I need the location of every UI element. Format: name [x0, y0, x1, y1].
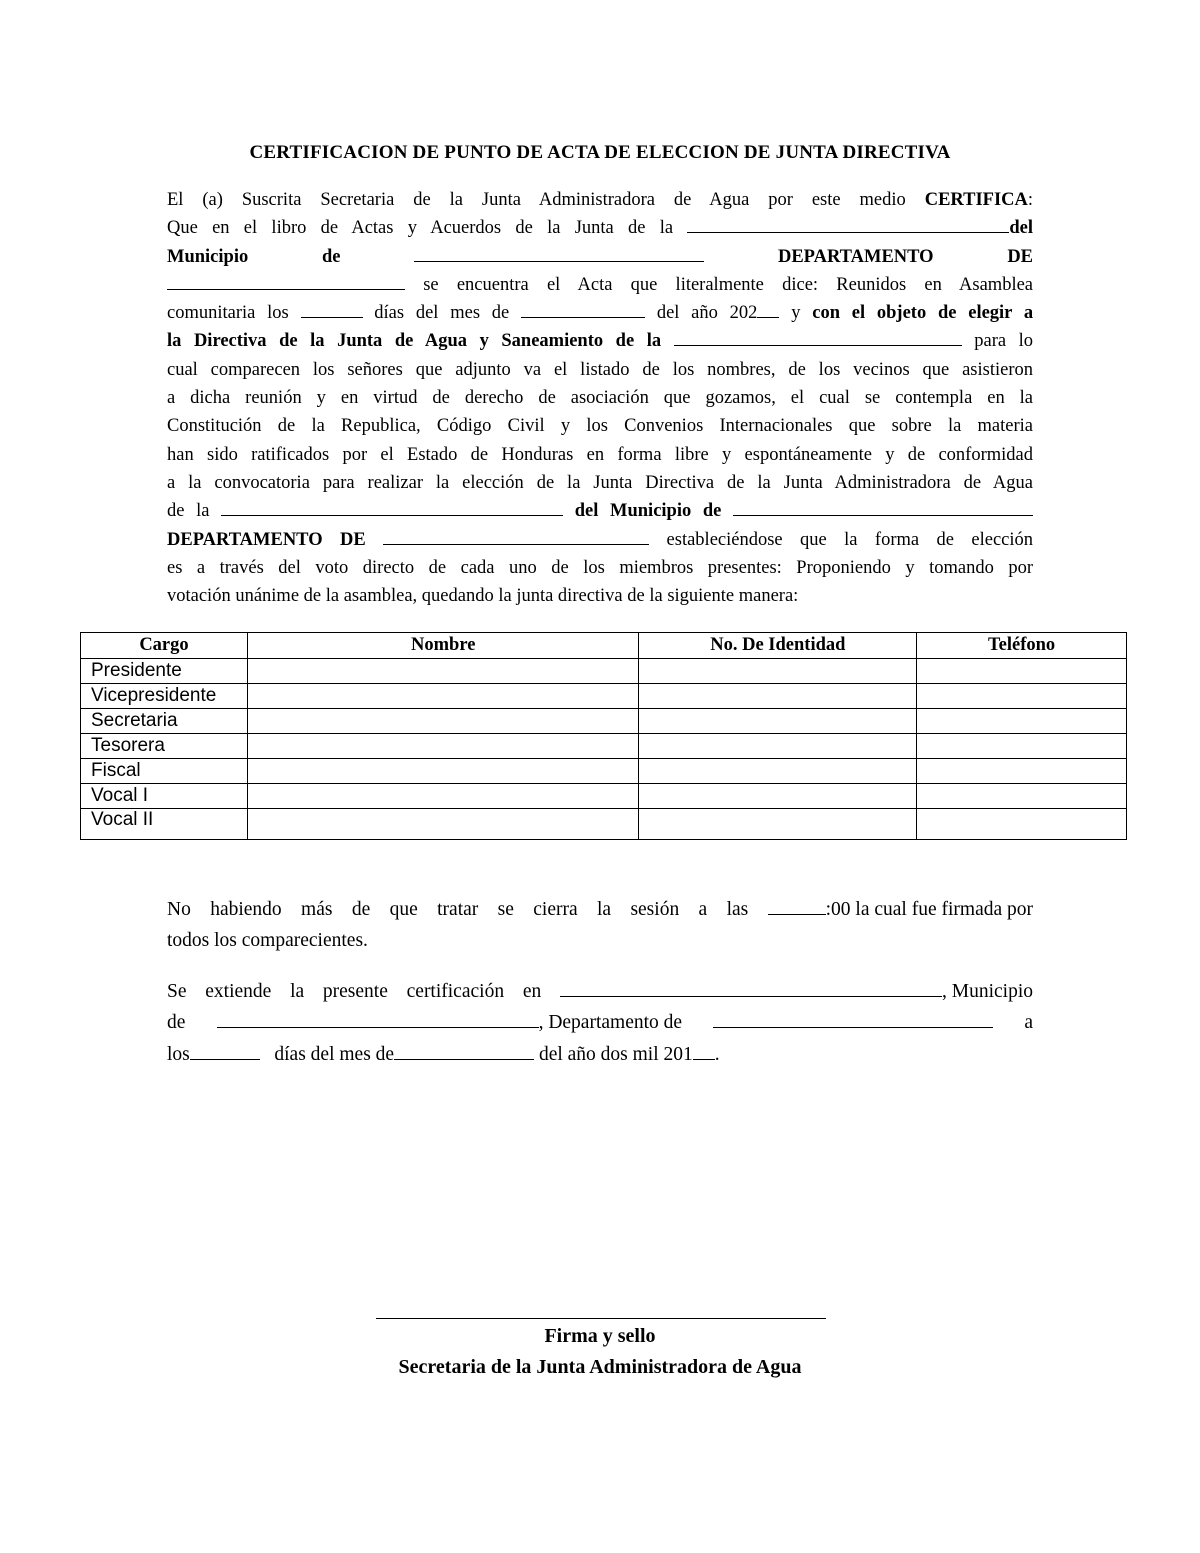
blank-municipio-3[interactable] [217, 1009, 539, 1028]
text: comunitaria los [167, 303, 289, 323]
text: los [167, 1044, 190, 1065]
blank-mes-2[interactable] [394, 1041, 534, 1060]
blank-hora[interactable] [768, 896, 826, 915]
nombre-cell[interactable] [247, 784, 639, 809]
identidad-cell[interactable] [639, 684, 917, 709]
blank-dias-2[interactable] [190, 1041, 260, 1060]
telefono-cell[interactable] [917, 734, 1127, 759]
table-header-row [81, 633, 1127, 659]
blank-junta[interactable] [687, 214, 1009, 233]
body-line-2 [167, 214, 1033, 242]
blank-departamento-3[interactable] [713, 1009, 993, 1028]
blank-municipio-2[interactable] [733, 497, 1033, 516]
telefono-cell[interactable] [917, 709, 1127, 734]
table-row [81, 659, 1127, 684]
identidad-cell[interactable] [639, 809, 917, 840]
text: , Departamento de [538, 1012, 683, 1033]
members-table [80, 632, 1127, 840]
cargo-cell: Vicepresidente [81, 684, 248, 709]
text: días del mes de [374, 303, 510, 323]
signature-role: Secretaria de la Junta Administradora de Agua [398, 1356, 802, 1378]
telefono-cell[interactable] [917, 684, 1127, 709]
body-line-6 [167, 327, 1033, 355]
body-line-9: Constitución de la Republica, Código Civil y los Convenios Internacionales que sobre la materia [167, 416, 1033, 436]
blank-departamento-2[interactable] [383, 526, 649, 545]
blank-year-2[interactable] [693, 1041, 715, 1060]
blank-saneamiento[interactable] [674, 327, 962, 346]
text: y [791, 303, 801, 323]
blank-departamento[interactable] [167, 271, 405, 290]
cargo-cell: Presidente [81, 659, 248, 684]
cargo-cell: Tesorera [81, 734, 248, 759]
body-line-12 [167, 497, 1033, 525]
body-line-7: cual comparecen los señores que adjunto va el listado de los nombres, de los vecinos que asistieron [167, 360, 1033, 380]
table-row [81, 734, 1127, 759]
closing-line-3 [167, 976, 1033, 1007]
cargo-cell: Vocal I [81, 784, 248, 809]
table-row [81, 809, 1127, 840]
text: DE [1007, 247, 1034, 267]
telefono-cell[interactable] [917, 809, 1127, 840]
identidad-cell[interactable] [639, 659, 917, 684]
closing-line-2: todos los comparecientes. [167, 930, 368, 951]
nombre-cell[interactable] [247, 759, 639, 784]
text: se encuentra el Acta que literalmente dice: Reunidos en Asamblea [423, 275, 1034, 295]
blank-dias[interactable] [301, 299, 363, 318]
table-row [81, 709, 1127, 734]
text: Que en el libro de Actas y Acuerdos de la Junta de la [167, 218, 674, 238]
identidad-cell[interactable] [639, 759, 917, 784]
nombre-cell[interactable] [247, 809, 639, 840]
body-line-8: a dicha reunión y en virtud de derecho de asociación que gozamos, el cual se contempla en la [167, 388, 1033, 408]
cargo-cell: Secretaria [81, 709, 248, 734]
text: . [714, 1044, 720, 1065]
cargo-cell: Fiscal [81, 759, 248, 784]
text: DEPARTAMENTO DE [167, 530, 366, 550]
header-identidad: No. De Identidad [639, 633, 917, 659]
closing-line-4 [167, 1007, 1033, 1038]
text: estableciéndose que la forma de elección [666, 530, 1034, 550]
text: : [1027, 190, 1034, 210]
signature-line[interactable] [376, 1318, 826, 1319]
text: de [321, 247, 341, 267]
table-row [81, 759, 1127, 784]
telefono-cell[interactable] [917, 659, 1127, 684]
identidad-cell[interactable] [639, 784, 917, 809]
text: días del mes de [274, 1044, 395, 1065]
text: El (a) Suscrita Secretaria de la Junta Administradora de Agua por este medio [167, 190, 906, 210]
text: del [1009, 218, 1033, 238]
text: de [167, 1012, 186, 1033]
text: Municipio [167, 247, 249, 267]
text: , Municipio [942, 981, 1033, 1002]
body-line-15: votación unánime de la asamblea, quedando la junta directiva de la siguiente manera: [167, 586, 799, 606]
text: del año dos mil 201 [538, 1044, 693, 1065]
blank-year[interactable] [757, 299, 779, 318]
header-telefono: Teléfono [917, 633, 1127, 659]
telefono-cell[interactable] [917, 784, 1127, 809]
blank-municipio[interactable] [414, 243, 704, 262]
text: de la [167, 501, 210, 521]
telefono-cell[interactable] [917, 759, 1127, 784]
certifica-label: CERTIFICA [924, 190, 1028, 210]
text: del año 202 [656, 303, 758, 323]
blank-lugar[interactable] [560, 978, 942, 997]
signature-label: Firma y sello [544, 1325, 656, 1347]
body-line-3 [167, 243, 1033, 271]
text: para lo [974, 331, 1034, 351]
body-line-4 [167, 271, 1033, 299]
body-line-14: es a través del voto directo de cada uno de los miembros presentes: Proponiendo y tomando por [167, 558, 1033, 578]
header-cargo: Cargo [81, 633, 248, 659]
closing-line-1 [167, 894, 1033, 925]
text: DEPARTAMENTO [777, 247, 934, 267]
header-nombre: Nombre [247, 633, 639, 659]
text: a [1024, 1012, 1034, 1033]
text: :00 la cual fue firmada por [825, 899, 1033, 920]
blank-mes[interactable] [521, 299, 645, 318]
table-row [81, 684, 1127, 709]
identidad-cell[interactable] [639, 709, 917, 734]
body-line-13 [167, 526, 1033, 554]
text: No habiendo más de que tratar se cierra la sesión a las [167, 899, 749, 920]
body-line-10: han sido ratificados por el Estado de Honduras en forma libre y espontáneamente y de conformidad [167, 445, 1033, 465]
text: la Directiva de la Junta de Agua y Saneamiento de la [167, 331, 662, 351]
text: con el objeto de elegir a [812, 303, 1034, 323]
body-line-1 [167, 186, 1033, 214]
closing-line-5 [167, 1039, 1033, 1070]
nombre-cell[interactable] [247, 684, 639, 709]
nombre-cell[interactable] [247, 709, 639, 734]
identidad-cell[interactable] [639, 734, 917, 759]
nombre-cell[interactable] [247, 659, 639, 684]
blank-junta-2[interactable] [221, 497, 563, 516]
nombre-cell[interactable] [247, 734, 639, 759]
document-title: CERTIFICACION DE PUNTO DE ACTA DE ELECCION DE JUNTA DIRECTIVA [249, 142, 951, 163]
body-line-5 [167, 299, 1033, 327]
table-row [81, 784, 1127, 809]
body-line-11: a la convocatoria para realizar la elección de la Junta Directiva de la Junta Administradora de Agua [167, 473, 1033, 493]
cargo-cell: Vocal II [81, 809, 248, 840]
text: del Municipio de [574, 501, 722, 521]
text: Se extiende la presente certificación en [167, 981, 542, 1002]
